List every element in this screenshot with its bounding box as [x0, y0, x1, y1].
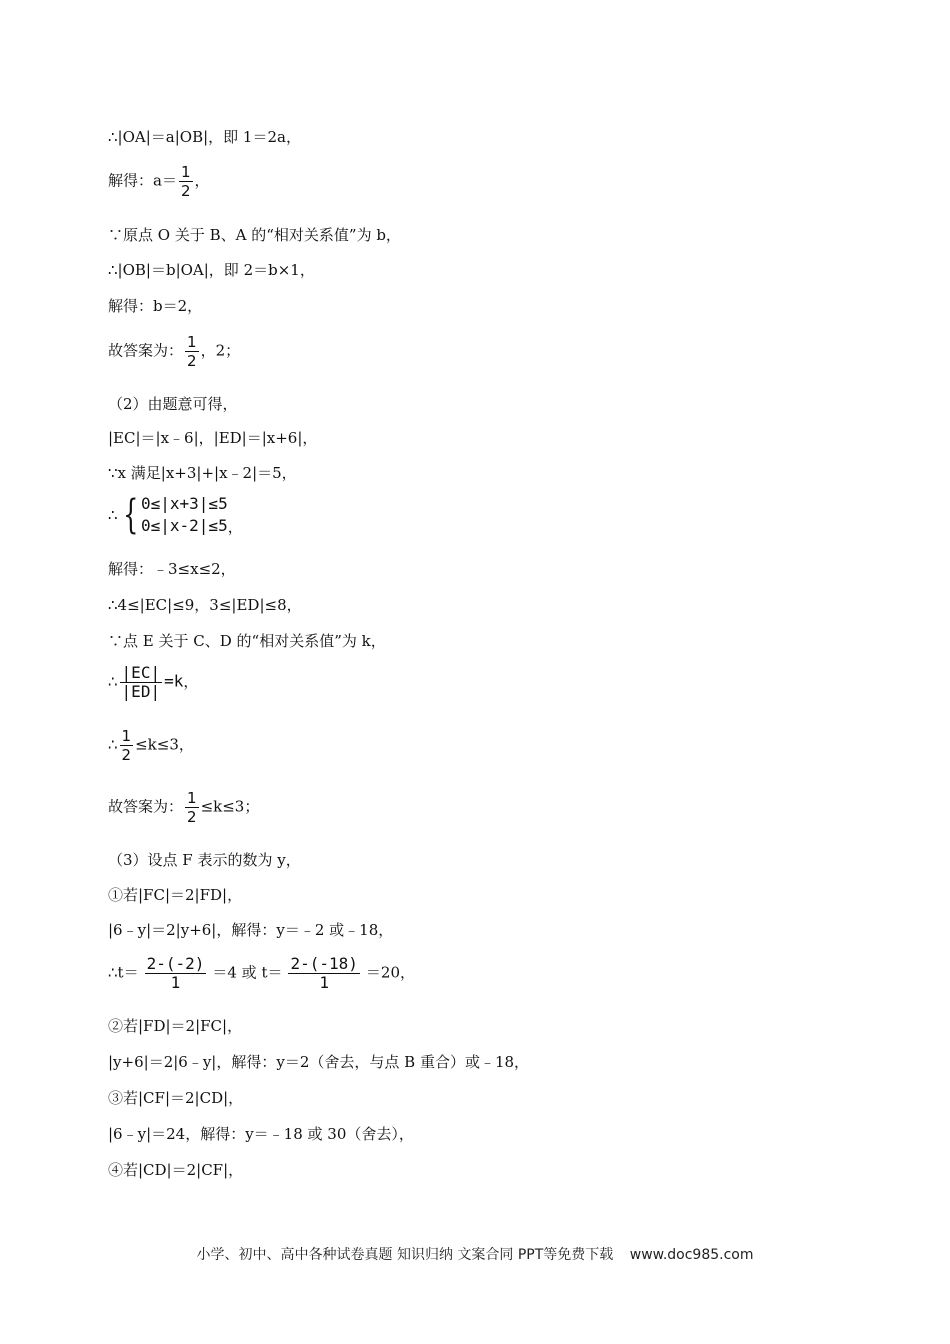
text: =k — [164, 671, 184, 691]
solution-line: ∴|OA|＝a|OB|，即 1＝2a， — [108, 128, 301, 146]
numerator: 2-(-2) — [146, 954, 205, 973]
text: 解得：a＝ — [108, 171, 177, 190]
text: ＝20， — [365, 963, 416, 982]
brace-icon: { — [122, 492, 138, 538]
fraction — [179, 163, 193, 200]
text: ∴t＝ — [108, 963, 139, 982]
solution-line: ∵x 满足|x+3|+|x﹣2|＝5， — [108, 464, 297, 482]
solution-line — [108, 163, 210, 200]
denominator: 2 — [121, 746, 132, 764]
denominator: 2 — [187, 808, 197, 826]
text: ∴ — [108, 672, 118, 691]
numerator: |EC| — [121, 663, 161, 682]
denominator: 2 — [180, 182, 191, 200]
footer-text: 小学、初中、高中各种试卷真题 知识归纳 文案合同 PPT等免费下载 — [196, 1247, 614, 1263]
solution-line: 解得：﹣3≤x≤2， — [108, 560, 236, 578]
text: 故答案为： — [108, 341, 184, 360]
solution-line — [108, 493, 243, 537]
fraction — [185, 333, 199, 370]
inequality-row: 0≤|x+3|≤5 — [141, 494, 228, 513]
text: ， — [183, 672, 199, 691]
solution-line: ④若|CD|＝2|CF|， — [108, 1161, 244, 1179]
fraction — [120, 664, 163, 701]
solution-line: |6﹣y|＝2|y+6|，解得：y＝﹣2 或﹣18， — [108, 921, 394, 939]
text: ∴ — [108, 506, 118, 524]
denominator: 1 — [319, 973, 330, 992]
text: ≤k≤3， — [135, 735, 194, 754]
inequality-row: 0≤|x-2|≤5 — [141, 516, 228, 535]
footer-link[interactable]: www.doc985.com — [629, 1247, 754, 1263]
solution-line: （3）设点 F 表示的数为 y， — [108, 851, 301, 869]
inequality-system — [141, 493, 228, 537]
solution-line: ②若|FD|＝2|FC|， — [108, 1017, 243, 1035]
solution-line: （2）由题意可得， — [108, 395, 238, 413]
fraction — [145, 955, 207, 992]
solution-line — [108, 727, 194, 764]
solution-line: |6﹣y|＝24，解得：y＝﹣18 或 30（舍去）， — [108, 1125, 414, 1143]
text: ≤k≤3； — [200, 797, 260, 816]
numerator: 1 — [180, 163, 191, 181]
solution-line: ①若|FC|＝2|FD|， — [108, 886, 243, 904]
numerator: 2-(-18) — [290, 954, 358, 973]
text: ＝4 或 t＝ — [212, 963, 283, 982]
page-footer — [0, 1244, 950, 1264]
solution-line: 解得：b＝2， — [108, 297, 203, 315]
denominator: 1 — [170, 973, 181, 992]
numerator: 1 — [187, 789, 197, 807]
fraction — [288, 955, 359, 992]
solution-line: |EC|＝|x﹣6|，|ED|＝|x+6|， — [108, 429, 318, 447]
solution-line: ③若|CF|＝2|CD|， — [108, 1089, 244, 1107]
denominator: 2 — [187, 352, 197, 370]
text: ，2； — [200, 341, 241, 360]
fraction — [185, 789, 199, 826]
solution-line: ∵点 E 关于 C、D 的“相对关系值”为 k， — [108, 632, 386, 650]
solution-line: ∵原点 O 关于 B、A 的“相对关系值”为 b， — [108, 226, 401, 244]
text: ， — [194, 171, 210, 190]
solution-line: ∴4≤|EC|≤9，3≤|ED|≤8， — [108, 596, 302, 614]
solution-line — [108, 664, 198, 701]
numerator: 1 — [187, 333, 197, 351]
text: ， — [227, 518, 243, 536]
fraction — [120, 727, 134, 764]
solution-line — [108, 333, 240, 370]
denominator: |ED| — [121, 682, 161, 701]
solution-line: |y+6|＝2|6﹣y|，解得：y＝2（舍去，与点 B 重合）或﹣18， — [108, 1053, 530, 1071]
numerator: 1 — [121, 727, 132, 745]
text: ∴ — [108, 735, 118, 754]
solution-line — [108, 955, 415, 992]
solution-line: ∴|OB|＝b|OA|，即 2＝b×1， — [108, 261, 315, 279]
solution-line — [108, 789, 259, 826]
text: 故答案为： — [108, 797, 184, 816]
